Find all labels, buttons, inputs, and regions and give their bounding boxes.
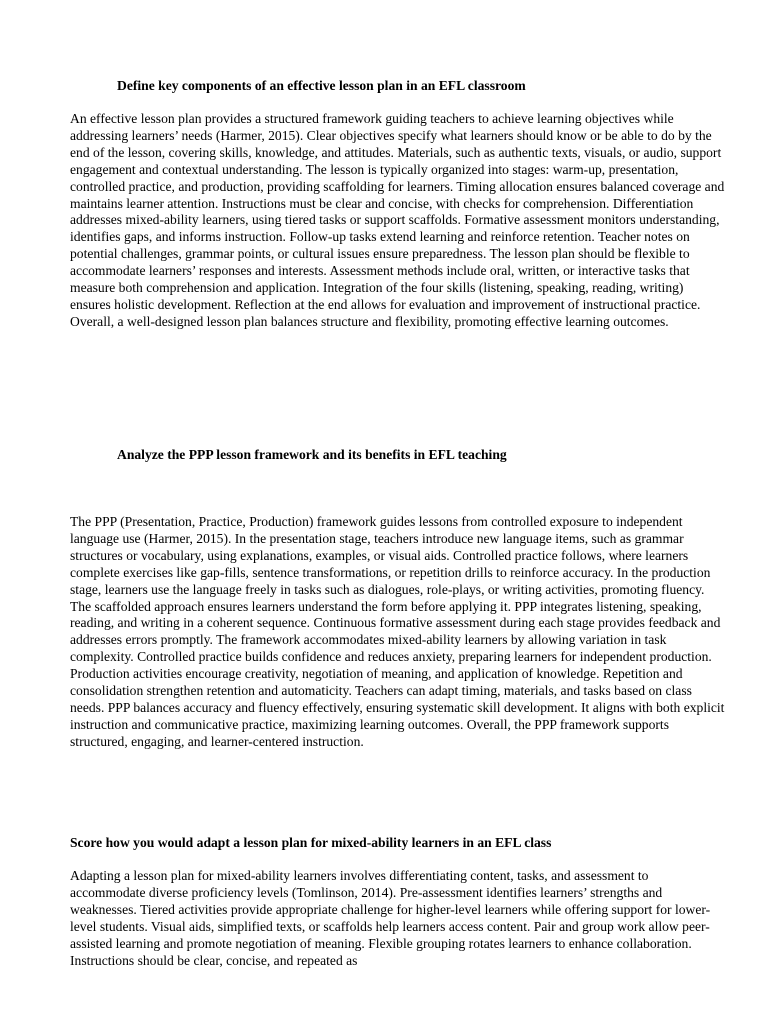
section-body-ppp-framework: The PPP (Presentation, Practice, Production) framework guides lessons from controlled exposure to independent language use (Harmer, 2015). In the presentation stage, teachers introduce new language items, such as grammar structures or vocabulary, using explanations, examples, or visual aids. Controlled practice follows, where learners complete exercises like gap-fills, sentence transformations, or repetition drills to reinforce accuracy. In the production stage, learners use the language freely in tasks such as dialogues, role-plays, or writing activities, promoting fluency. The scaffolded approach ensures learners understand the form before applying it. PPP integrates listening, speaking, reading, and writing in a coherent sequence. Continuous formative assessment during each stage provides feedback and addresses errors promptly. The framework accommodates mixed-ability learners by allowing variation in task complexity. Controlled practice builds confidence and reduces anxiety, preparing learners for independent production. Production activities encourage creativity, negotiation of meaning, and application of knowledge. Repetition and consolidation strengthen retention and automaticity. Teachers can adapt timing, materials, and tasks based on class needs. PPP balances accuracy and fluency effectively, ensuring systematic skill development. It aligns with both explicit instruction and communicative practice, maximizing learning outcomes. Overall, the PPP framework supports structured, engaging, and learner-centered instruction. (70, 514, 725, 749)
section-body-mixed-ability: Adapting a lesson plan for mixed-ability learners involves differentiating content, tasks, and assessment to accommodate diverse proficiency levels (Tomlinson, 2014). Pre-assessment identifies learners’ strengths and weaknesses. Tiered activities provide appropriate challenge for higher-level learners while offering support for lower-level students. Visual aids, simplified texts, or scaffolds help learners access content. Pair and group work allow peer-assisted learning and promote negotiation of meaning. Flexible grouping rotates learners to enhance collaboration. Instructions should be clear, concise, and repeated as (70, 868, 711, 968)
section-heading-ppp-framework: Analyze the PPP lesson framework and its benefits in EFL teaching (117, 447, 507, 462)
section-heading-mixed-ability: Score how you would adapt a lesson plan for mixed-ability learners in an EFL class (70, 835, 552, 850)
section-heading-lesson-plan-components: Define key components of an effective lesson plan in an EFL classroom (117, 78, 526, 93)
section-body-lesson-plan-components: An effective lesson plan provides a structured framework guiding teachers to achieve learning objectives while addressing learners’ needs (Harmer, 2015). Clear objectives specify what learners should know or be able to do by the end of the lesson, covering skills, knowledge, and attitudes. Materials, such as authentic texts, visuals, or audio, support engagement and contextual understanding. The lesson is typically organized into stages: warm-up, presentation, controlled practice, and production, providing scaffolding for learners. Timing allocation ensures balanced coverage and maintains learner attention. Instructions must be clear and concise, with checks for comprehension. Differentiation addresses mixed-ability learners, using tiered tasks or support scaffolds. Formative assessment monitors understanding, identifies gaps, and informs instruction. Follow-up tasks extend learning and reinforce retention. Teacher notes on potential challenges, grammar points, or cultural issues ensure preparedness. The lesson plan should be flexible to accommodate learners’ responses and interests. Assessment methods include oral, written, or interactive tasks that measure both comprehension and application. Integration of the four skills (listening, speaking, reading, writing) ensures holistic development. Reflection at the end allows for evaluation and improvement of instructional practice. Overall, a well-designed lesson plan balances structure and flexibility, promoting effective learning outcomes. (70, 111, 725, 329)
